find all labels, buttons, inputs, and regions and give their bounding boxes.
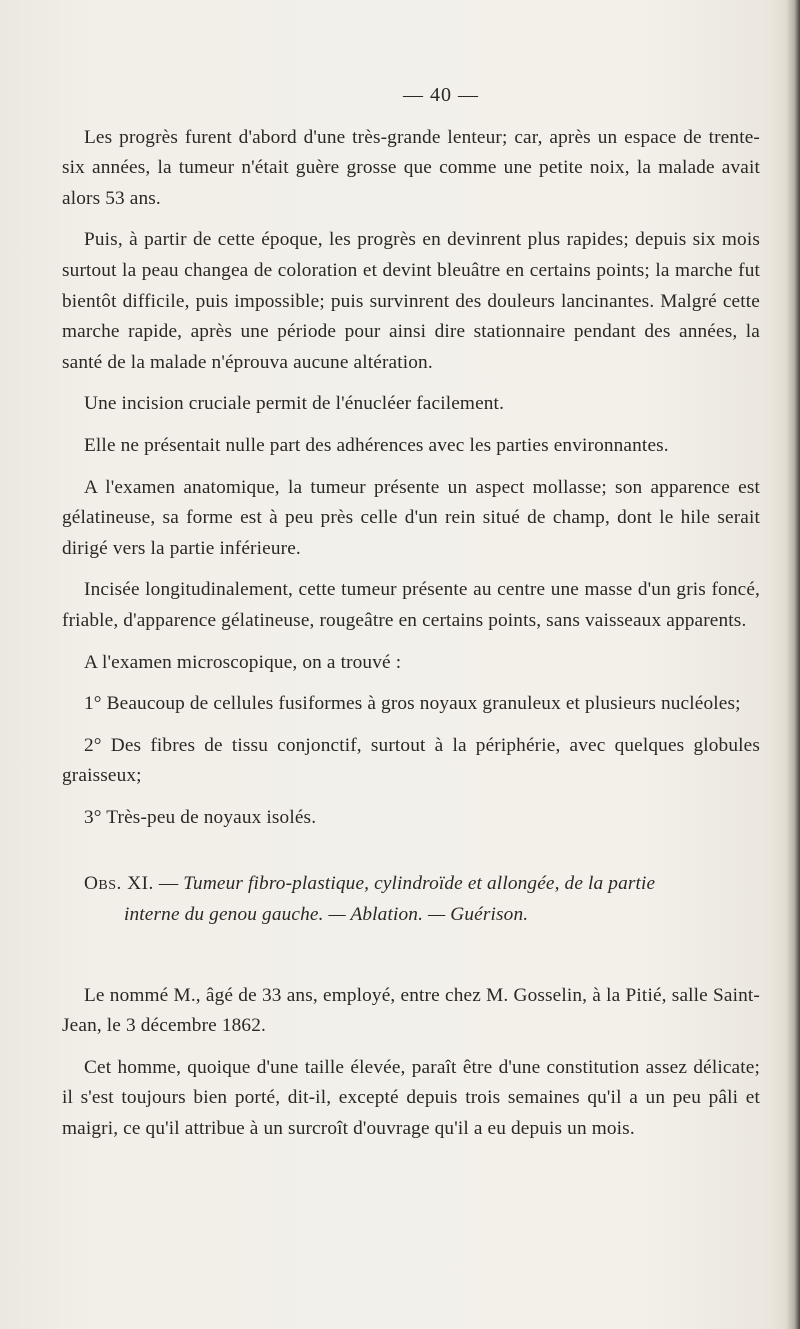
paragraph-10: 3° Très-peu de noyaux isolés. (84, 806, 317, 828)
paragraph-1: Les progrès furent d'abord d'une très-grande lenteur; car, après un espace de trente-six années, la tumeur n'était guère grosse que comme une petite noix, la malade avait alors 53 ans. (62, 126, 760, 209)
observation-dash: — (153, 873, 184, 895)
paragraph-8: 1° Beaucoup de cellules fusiformes à gros noyaux granuleux et plusieurs nucléoles; (84, 693, 741, 715)
case-paragraph-1: Le nommé M., âgé de 33 ans, employé, entre chez M. Gosselin, à la Pitié, salle Saint-Jean, le 3 décembre 1862. (62, 984, 760, 1037)
paragraph-7: A l'examen microscopique, on a trouvé : (84, 651, 402, 673)
page-text (62, 80, 760, 1156)
paragraph-4: Elle ne présentait nulle part des adhérences avec les parties environnantes. (84, 434, 669, 456)
page-binding-shadow (786, 0, 800, 1329)
paragraph-2: Puis, à partir de cette époque, les progrès en devinrent plus rapides; depuis six mois surtout la peau changea de coloration et devint bleuâtre en certains points; la marche fut bientôt difficile, puis impossible; puis survinrent des douleurs lancinantes. Malgré cette marche rapide, après une période pour ainsi dire stationnaire pendant des années, la santé de la malade n'éprouva aucune altération. (62, 229, 760, 373)
case-paragraph-2: Cet homme, quoique d'une taille élevée, paraît être d'une constitution assez délicate; il s'est toujours bien porté, dit-il, excepté depuis trois semaines qu'il a un peu pâli et maigri, ce qu'il attribue à un surcroît d'ouvrage qu'il a eu depuis un mois. (62, 1056, 760, 1140)
paragraph-3: Une incision cruciale permit de l'énucléer facilement. (84, 393, 505, 415)
observation-title-line1: Tumeur fibro-plastique, cylindroïde et allongée, de la partie (183, 873, 656, 895)
paragraph-9: 2° Des fibres de tissu conjonctif, surtout à la périphérie, avec quelques globules graisseux; (62, 734, 760, 787)
page-number: — 40 — (403, 84, 479, 106)
observation-title-line2: interne du genou gauche. — Ablation. — Guérison. (124, 904, 529, 926)
observation-heading (62, 869, 760, 930)
paragraph-5: A l'examen anatomique, la tumeur présente un aspect mollasse; son apparence est gélatineuse, sa forme est à peu près celle d'un rein situé de champ, dont le hile serait dirigé vers la partie inférieure. (62, 476, 760, 559)
observation-label: Obs. XI. (84, 873, 154, 895)
paragraph-6: Incisée longitudinalement, cette tumeur présente au centre une masse d'un gris foncé, friable, d'apparence gélatineuse, rougeâtre en certains points, sans vaisseaux apparents. (62, 579, 760, 631)
